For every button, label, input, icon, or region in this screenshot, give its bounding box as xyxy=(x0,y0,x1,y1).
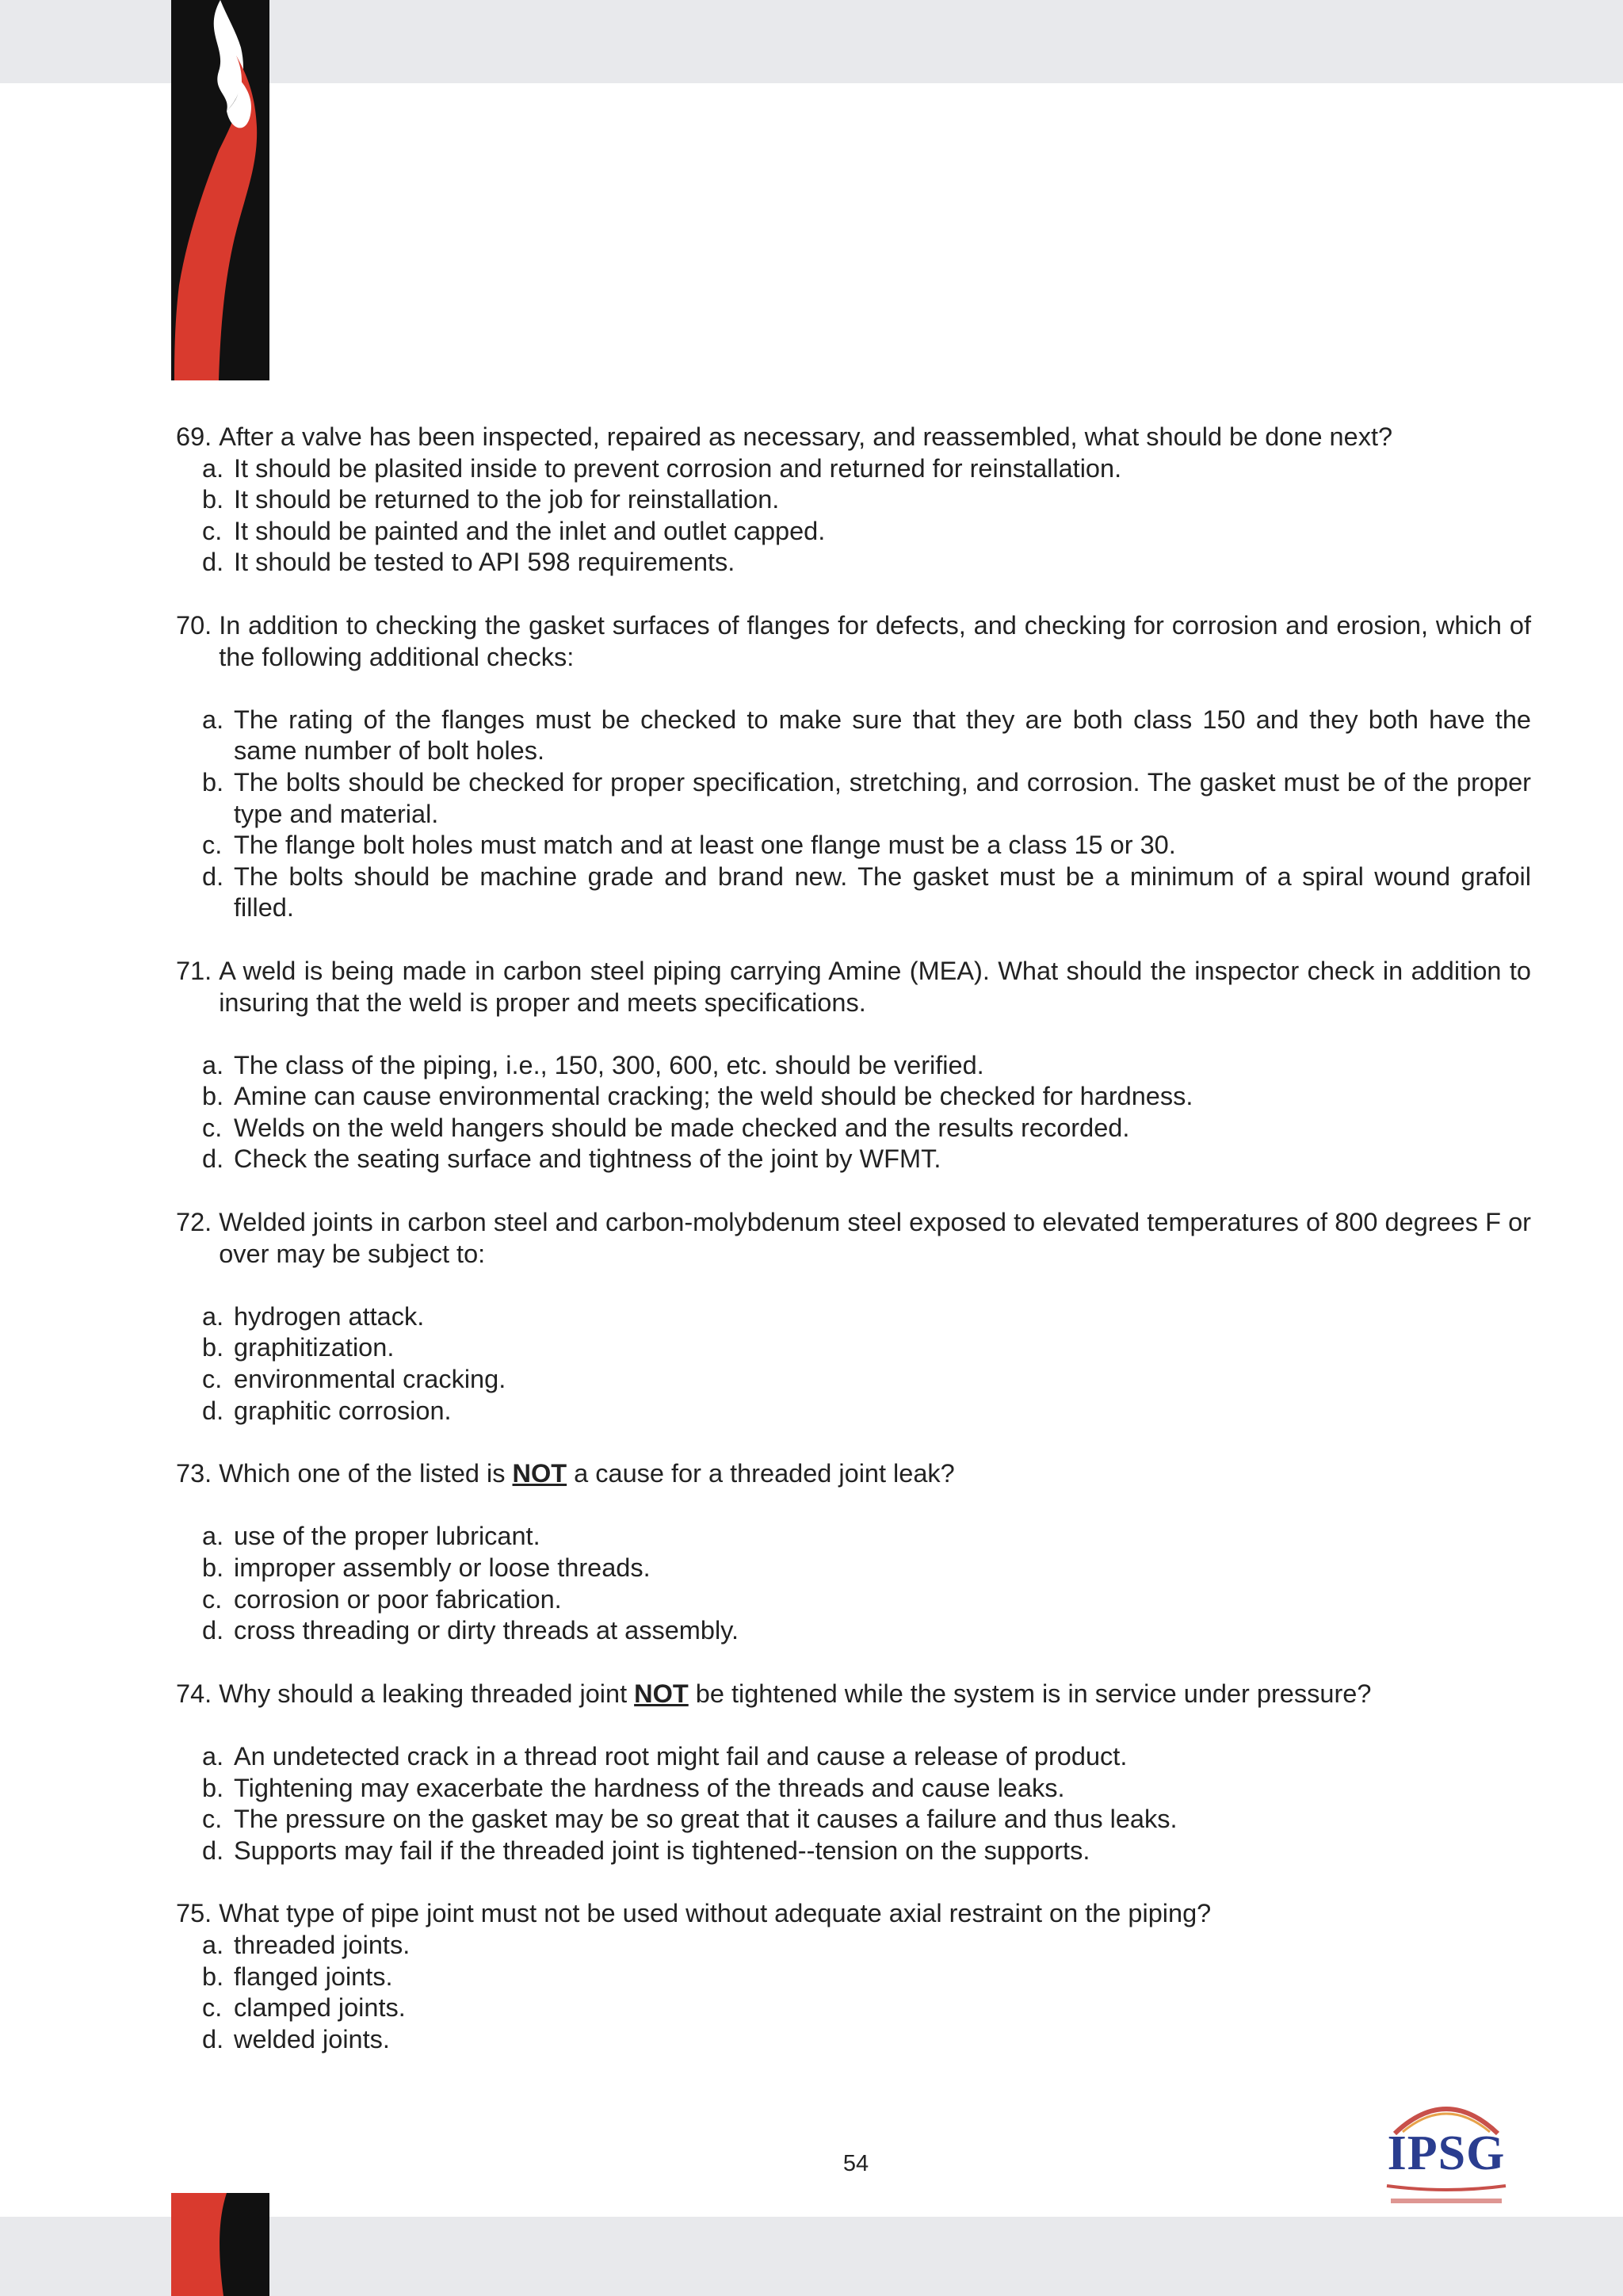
option-letter: b. xyxy=(202,1333,224,1362)
option-text: The rating of the flanges must be checked to make sure that they are both class 150 and they both have the same number of bolt holes. xyxy=(234,705,1531,766)
answer-option xyxy=(176,1521,1531,1553)
question-stem xyxy=(176,1207,1531,1270)
answer-option xyxy=(176,1741,1531,1773)
option-text: Amine can cause environmental cracking; the weld should be checked for hardness. xyxy=(234,1082,1193,1111)
answer-option xyxy=(176,1364,1531,1396)
answer-option xyxy=(176,1836,1531,1867)
option-letter: a. xyxy=(202,1930,224,1959)
option-letter: b. xyxy=(202,1082,224,1111)
answer-option xyxy=(176,1773,1531,1805)
option-letter: d. xyxy=(202,1616,224,1645)
answer-option xyxy=(176,1332,1531,1364)
question-72 xyxy=(176,1207,1531,1427)
option-letter: d. xyxy=(202,2024,224,2053)
option-text: graphitic corrosion. xyxy=(234,1396,452,1425)
option-letter: c. xyxy=(202,1805,223,1834)
question-stem xyxy=(176,1679,1531,1710)
option-text: improper assembly or loose threads. xyxy=(234,1553,651,1582)
option-text: The bolts should be machine grade and brand new. The gasket must be a minimum of a spiral wound grafoil filled. xyxy=(234,861,1531,923)
option-letter: c. xyxy=(202,516,223,545)
question-text-start: Why should a leaking threaded joint xyxy=(219,1679,635,1708)
option-text: It should be plasited inside to prevent corrosion and returned for reinstallation. xyxy=(234,453,1122,483)
answer-option xyxy=(176,767,1531,830)
answer-option xyxy=(176,1113,1531,1144)
question-number: 73. xyxy=(176,1459,212,1488)
answer-option xyxy=(176,1962,1531,1993)
option-letter: b. xyxy=(202,1962,224,1991)
question-text-end: a cause for a threaded joint leak? xyxy=(567,1459,955,1488)
answer-option xyxy=(176,547,1531,579)
answer-option xyxy=(176,1930,1531,1962)
question-number: 75. xyxy=(176,1899,212,1928)
answer-option xyxy=(176,1144,1531,1175)
question-text: Welded joints in carbon steel and carbon-molybdenum steel exposed to elevated temperatures of 800 degrees F or over may be subject to: xyxy=(219,1208,1531,1268)
question-74 xyxy=(176,1679,1531,1867)
answer-option xyxy=(176,516,1531,548)
option-letter: a. xyxy=(202,453,224,483)
option-text: flanged joints. xyxy=(234,1962,393,1991)
question-70 xyxy=(176,610,1531,924)
option-text: Welds on the weld hangers should be made checked and the results recorded. xyxy=(234,1113,1130,1142)
option-text: environmental cracking. xyxy=(234,1365,506,1394)
option-letter: c. xyxy=(202,1993,223,2023)
option-letter: a. xyxy=(202,1301,224,1331)
answer-option xyxy=(176,1081,1531,1113)
option-letter: b. xyxy=(202,1553,224,1582)
question-stem xyxy=(176,610,1531,673)
question-73 xyxy=(176,1458,1531,1647)
question-number: 69. xyxy=(176,422,212,451)
option-text: An undetected crack in a thread root might fail and cause a release of product. xyxy=(234,1741,1128,1771)
answer-option xyxy=(176,1804,1531,1836)
page-number: 54 xyxy=(842,2151,869,2176)
ipsg-logo xyxy=(1371,2092,1522,2219)
option-text: It should be tested to API 598 requirements. xyxy=(234,548,735,577)
question-number: 72. xyxy=(176,1208,212,1237)
option-text: corrosion or poor fabrication. xyxy=(234,1584,562,1614)
flame-logo-bottom xyxy=(171,2193,269,2296)
option-letter: c. xyxy=(202,1365,223,1394)
question-number: 74. xyxy=(176,1679,212,1708)
answer-option xyxy=(176,705,1531,767)
option-letter: c. xyxy=(202,1584,223,1614)
question-text: What type of pipe joint must not be used without adequate axial restraint on the piping? xyxy=(219,1899,1212,1928)
question-text: In addition to checking the gasket surfaces of flanges for defects, and checking for corrosion and erosion, which of the following additional checks: xyxy=(219,610,1531,671)
option-text: clamped joints. xyxy=(234,1993,406,2023)
option-letter: a. xyxy=(202,705,224,734)
option-letter: b. xyxy=(202,485,224,514)
answer-option xyxy=(176,1301,1531,1333)
option-text: Check the seating surface and tightness of the joint by WFMT. xyxy=(234,1144,941,1174)
option-letter: d. xyxy=(202,1396,224,1425)
option-text: The bolts should be checked for proper specification, stretching, and corrosion. The gasket must be of the proper type and material. xyxy=(234,767,1531,828)
option-text: Tightening may exacerbate the hardness of the threads and cause leaks. xyxy=(234,1773,1065,1802)
option-letter: d. xyxy=(202,1144,224,1174)
option-text: graphitization. xyxy=(234,1333,395,1362)
answer-option xyxy=(176,453,1531,485)
option-letter: c. xyxy=(202,831,223,860)
option-text: It should be painted and the inlet and outlet capped. xyxy=(234,516,826,545)
option-text: Supports may fail if the threaded joint is tightened--tension on the supports. xyxy=(234,1836,1090,1865)
answer-option xyxy=(176,1396,1531,1427)
option-text: It should be returned to the job for reinstallation. xyxy=(234,485,780,514)
answer-option xyxy=(176,861,1531,924)
answer-option xyxy=(176,1050,1531,1082)
question-stem xyxy=(176,1458,1531,1490)
option-letter: d. xyxy=(202,548,224,577)
question-75 xyxy=(176,1898,1531,2055)
question-text: A weld is being made in carbon steel piping carrying Amine (MEA). What should the inspector check in addition to insuring that the weld is proper and meets specifications. xyxy=(219,956,1531,1017)
emphasis-not: NOT xyxy=(512,1459,567,1488)
question-number: 70. xyxy=(176,610,212,640)
question-text-end: be tightened while the system is in service under pressure? xyxy=(688,1679,1372,1708)
question-text-start: Which one of the listed is xyxy=(219,1459,513,1488)
option-letter: c. xyxy=(202,1113,223,1142)
emphasis-not: NOT xyxy=(634,1679,689,1708)
question-69 xyxy=(176,422,1531,579)
answer-option xyxy=(176,1584,1531,1616)
option-text: threaded joints. xyxy=(234,1930,411,1959)
option-text: welded joints. xyxy=(234,2024,390,2053)
flame-logo-top xyxy=(171,0,269,380)
answer-option xyxy=(176,1553,1531,1584)
question-stem xyxy=(176,1898,1531,1930)
option-text: The class of the piping, i.e., 150, 300, 600, etc. should be verified. xyxy=(234,1050,984,1079)
question-number: 71. xyxy=(176,956,212,985)
option-letter: a. xyxy=(202,1050,224,1079)
question-71 xyxy=(176,956,1531,1175)
option-text: cross threading or dirty threads at assembly. xyxy=(234,1616,739,1645)
question-stem xyxy=(176,956,1531,1018)
option-letter: b. xyxy=(202,1773,224,1802)
option-letter: d. xyxy=(202,861,224,891)
answer-option xyxy=(176,2024,1531,2056)
question-text: After a valve has been inspected, repaired as necessary, and reassembled, what should be done next? xyxy=(219,422,1393,451)
option-text: The pressure on the gasket may be so great that it causes a failure and thus leaks. xyxy=(234,1805,1178,1834)
question-text xyxy=(219,1679,1531,1710)
answer-option xyxy=(176,1615,1531,1647)
option-letter: d. xyxy=(202,1836,224,1865)
answer-option xyxy=(176,484,1531,516)
option-letter: b. xyxy=(202,767,224,797)
question-list xyxy=(176,422,1531,2055)
option-letter: a. xyxy=(202,1522,224,1551)
option-text: use of the proper lubricant. xyxy=(234,1522,540,1551)
option-text: hydrogen attack. xyxy=(234,1301,425,1331)
option-letter: a. xyxy=(202,1741,224,1771)
answer-option xyxy=(176,830,1531,861)
question-text xyxy=(219,1458,1531,1490)
logo-text: IPSG xyxy=(1387,2126,1506,2180)
option-text: The flange bolt holes must match and at least one flange must be a class 15 or 30. xyxy=(234,831,1176,860)
answer-option xyxy=(176,1992,1531,2024)
question-stem xyxy=(176,422,1531,453)
